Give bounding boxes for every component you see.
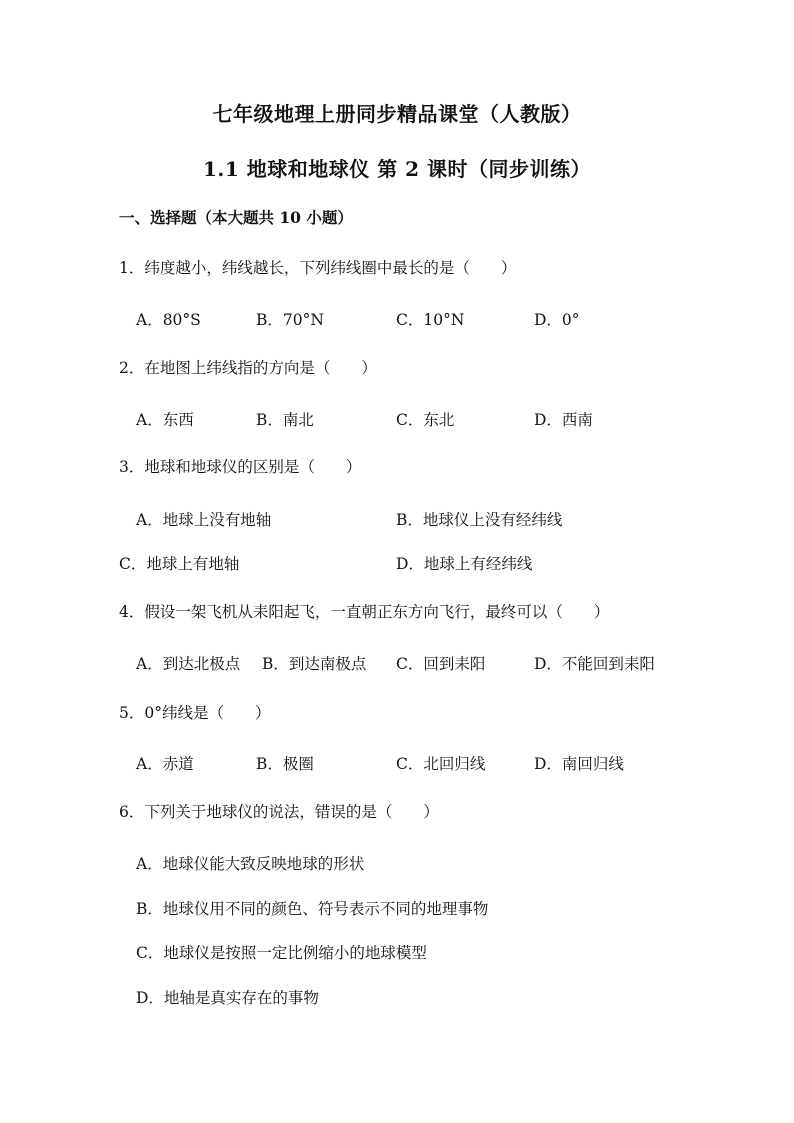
document-subtitle: 1.1 地球和地球仪 第 2 课时（同步训练） [202,157,592,181]
question-4-option-d: D．不能回到耒阳 [534,655,655,673]
question-6-option-b: B．地球仪用不同的颜色、符号表示不同的地理事物 [136,900,489,918]
question-3-stem: 3．地球和地球仪的区别是（ ） [119,458,362,476]
question-6-stem: 6．下列关于地球仪的说法，错误的是（ ） [119,803,439,821]
question-1-option-c: C．10°N [396,311,465,329]
question-6-option-d: D．地轴是真实存在的事物 [136,989,319,1007]
question-1-option-a: A．80°S [136,311,201,329]
question-6-option-c: C．地球仪是按照一定比例缩小的地球模型 [136,944,427,962]
question-2-option-b: B．南北 [256,411,314,429]
question-5-option-d: D．南回归线 [534,755,624,773]
question-3-option-b: B．地球仪上没有经纬线 [396,511,563,529]
question-2-option-d: D．西南 [534,411,593,429]
question-5-option-a: A．赤道 [136,755,194,773]
question-4-option-c: C．回到耒阳 [396,655,486,673]
question-2-option-a: A．东西 [136,411,194,429]
section-heading: 一、选择题（本大题共 10 小题） [119,208,353,227]
question-5-stem: 5．0°纬线是（ ） [119,704,271,722]
question-1-option-b: B．70°N [256,311,324,329]
question-4-option-b: B．到达南极点 [262,655,367,673]
question-3-option-a: A．地球上没有地轴 [136,511,272,529]
question-2-option-c: C．东北 [396,411,455,429]
question-1-option-d: D．0° [534,311,580,329]
question-5-option-c: C．北回归线 [396,755,486,773]
question-4-stem: 4．假设一架飞机从耒阳起飞，一直朝正东方向飞行，最终可以（ ） [119,603,610,621]
question-3-option-c: C．地球上有地轴 [119,555,240,573]
question-3-option-d: D．地球上有经纬线 [396,555,533,573]
question-1-stem: 1．纬度越小，纬线越长，下列纬线圈中最长的是（ ） [119,259,517,277]
document-title: 七年级地理上册同步精品课堂（人教版） [212,102,582,126]
question-6-option-a: A．地球仪能大致反映地球的形状 [136,855,365,873]
question-4-option-a: A．到达北极点 [136,655,241,673]
question-2-stem: 2．在地图上纬线指的方向是（ ） [119,359,377,377]
question-5-option-b: B．极圈 [256,755,314,773]
